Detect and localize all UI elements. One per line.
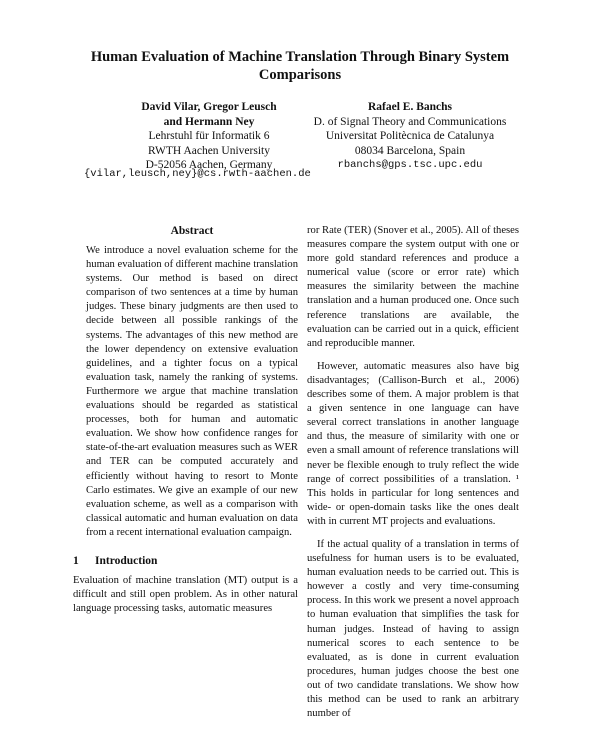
section-title: Introduction xyxy=(95,554,158,567)
affiliation-line-1: D. of Signal Theory and Communications xyxy=(313,115,507,128)
author-names-line-2: and Hermann Ney xyxy=(163,115,255,128)
affiliation-line-3: 08034 Barcelona, Spain xyxy=(354,144,466,157)
author-name: Rafael E. Banchs xyxy=(367,101,453,113)
title-line-2: Comparisons xyxy=(258,67,342,83)
right-column xyxy=(307,224,519,730)
authors-left xyxy=(84,100,334,173)
author-names-line-1: David Vilar, Gregor Leusch xyxy=(141,101,277,113)
abstract-heading: Abstract xyxy=(170,225,214,237)
body-paragraph-3: If the actual quality of a translation in terms of usefulness for human users is to be evaluated, human evaluation needs to be carried out. This is however a costly and very time-consuming process. In this work we present a novel approach to human evaluation that simplifies the task for human judges. Instead of having to assign numerical scores to each sentence to be evaluated, as is done in current evaluation procedures, human judges choose the best one out of two candidate translations. We show how this method can be used to rank an arbitrary number of xyxy=(307,538,519,720)
shared-email: {vilar,leusch,ney}@cs.rwth-aachen.de xyxy=(84,168,311,180)
body-paragraph-2: However, automatic measures also have big disadvantages; (Callison-Burch et al., 2006) describes some of them. A major problem is that a given sentence in one language can have several correct translations in another language and thus, the measure of similarity with one or even a small amount of reference translations will never be flexible enough to truly reflect the wide range of correct possibilities of a translation. ¹ This holds in particular for long sentences and wide- or open-domain tasks like the ones dealt with in current MT projects and evaluations. xyxy=(307,360,519,527)
author-email: rbanchs@gps.tsc.upc.edu xyxy=(337,159,483,171)
section-number: 1 xyxy=(73,554,79,567)
affiliation-line-3: D-52056 Aachen, Germany xyxy=(145,159,273,171)
abstract-text: We introduce a novel evaluation scheme for the human evaluation of different machine translation systems. Our method is based on direct comparison of two sentences at a time by human judges. These binary judgments are then used to decide between all possible rankings of the systems. The advantages of this new method are the lower dependency on extensive evaluation guidelines, and a tighter focus on a typical evaluation task, namely the ranking of systems. Furthermore we argue that machine translation evaluations should be regarded as statistical processes, both for human and automatic evaluation. We show how confidence ranges for state-of-the-art evaluation measures such as WER and TER can be computed accurately and efficiently without having to resort to Monte Carlo estimates. We give an example of our new evaluation scheme, as well as a comparison with classical automatic and human evaluation on data from a recent international evaluation campaign. xyxy=(86,245,298,538)
intro-paragraph: Evaluation of machine translation (MT) output is a difficult and still open problem. As in other natural language processing tasks, automatic measures xyxy=(73,574,298,615)
section-heading xyxy=(73,554,298,568)
affiliation-line-1: Lehrstuhl für Informatik 6 xyxy=(148,130,270,142)
body-paragraph-1: ror Rate (TER) (Snover et al., 2005). All of theses measures compare the system output with one or more gold standard references and produce a numerical value (score or error rate) which measures the similarity between the machine translation and a human produced one. Once such reference translations are available, the evaluation can be carried out in a quick, efficient and reproducible manner. xyxy=(307,225,519,349)
title-line-1: Human Evaluation of Machine Translation Through Binary System xyxy=(90,49,510,65)
abstract xyxy=(86,244,298,540)
authors-right xyxy=(300,100,520,173)
left-column xyxy=(73,224,298,625)
affiliation-line-2: RWTH Aachen University xyxy=(147,144,270,157)
paper-title xyxy=(60,48,540,84)
affiliation-line-2: Universitat Politècnica de Catalunya xyxy=(325,130,495,142)
